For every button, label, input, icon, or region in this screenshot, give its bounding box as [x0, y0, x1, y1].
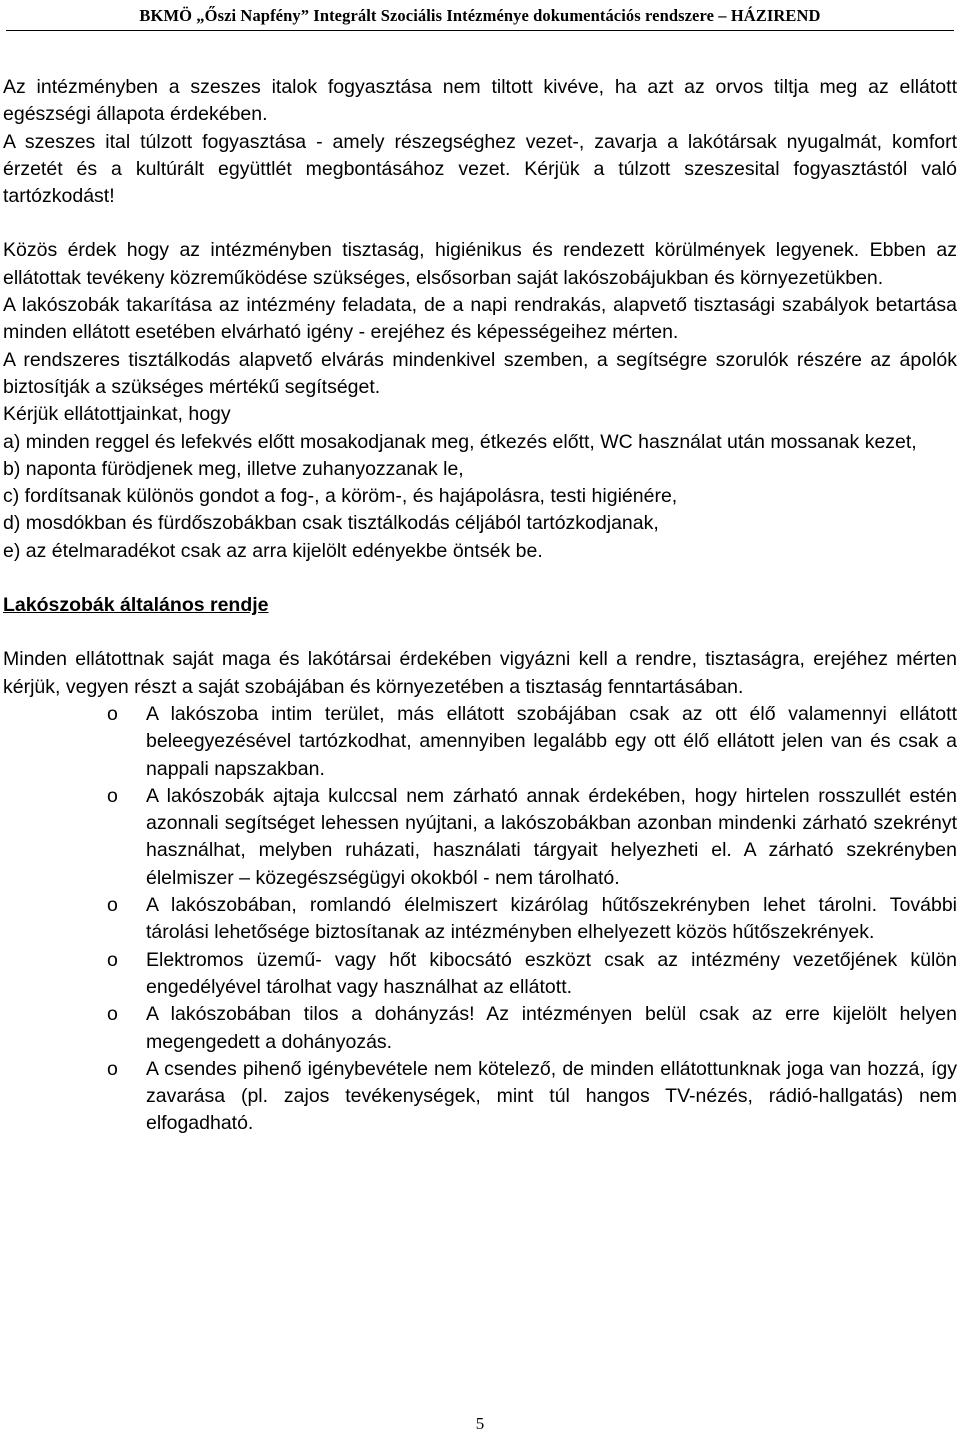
paragraph-cleanliness: Közös érdek hogy az intézményben tisztaság, higiénikus és rendezett körülmények legyenek. Ebben az ellátottak tevékeny közreműködése szükséges, elsősorban saját lakószobájukban és környezetükben. [3, 239, 957, 289]
document-header: BKMÖ „Őszi Napfény” Integrált Szociális Intézménye dokumentációs rendszere – HÁZIREND [139, 6, 821, 25]
page-number: 5 [475, 1414, 485, 1433]
room-rule-item [3, 783, 957, 892]
room-rules-list [3, 701, 957, 1138]
room-rule-text: A lakószobában, romlandó élelmiszert kizárólag hűtőszekrényben lehet tárolni. További tárolási lehetősége biztosítanak az intézményben elhelyezett közös hűtőszekrények. [146, 894, 957, 944]
bullet-marker: o [107, 702, 118, 725]
room-rule-text: A lakószobában tilos a dohányzás! Az intézményen belül csak az erre kijelölt helyen megengedett a dohányozás. [146, 1003, 957, 1053]
bullet-marker: o [107, 894, 118, 917]
paragraph-alcohol-excess: A szeszes ital túlzott fogyasztása - amely részegséghez vezet-, zavarja a lakótársak nyugalmát, komfort érzetét és a kultúrált együttlét megbontásához vezet. Kérjük a túlzott szeszesital fogyasztástól való tartózkodást! [3, 130, 957, 208]
room-rule-item [3, 701, 957, 783]
room-rule-item [3, 947, 957, 1002]
hygiene-item: a) minden reggel és lefekvés előtt mosakodjanak meg, étkezés előtt, WC használat után mossanak kezet, [3, 430, 917, 453]
section-title: Lakószobák általános rendje [3, 594, 269, 617]
room-rule-item [3, 1056, 957, 1138]
room-rule-item [3, 892, 957, 947]
room-rule-text: A lakószobák ajtaja kulccsal nem zárható annak érdekében, hogy hirtelen rosszullét estén azonnali segítséget lehessen nyújtani, a lakószobákban azonban mindenki zárható szekrényt használhat, melyben ruházati, használati tárgyait helyezheti el. A zárható szekrényben élelmiszer – közegészségügyi okokból - nem tárolható. [146, 784, 957, 889]
hygiene-item: c) fordítsanak különös gondot a fog-, a köröm-, és hajápolásra, testi higiénére, [3, 485, 678, 508]
section-intro: Minden ellátottnak saját maga és lakótársai érdekében vigyázni kell a rendre, tisztaságra, erejéhez mérten kérjük, vegyen részt a saját szobájában és környezetében a tisztaság fenntartásában. [3, 648, 957, 698]
paragraph-personal-hygiene: A rendszeres tisztálkodás alapvető elvárás mindenkivel szemben, a segítségre szorulók részére az ápolók biztosítják a szükséges mértékű segítséget. [3, 348, 957, 398]
header-divider [6, 30, 954, 31]
paragraph-request-intro: Kérjük ellátottjainkat, hogy [3, 403, 231, 426]
bullet-marker: o [107, 1057, 118, 1080]
bullet-marker: o [107, 1003, 118, 1026]
room-rule-item [3, 1001, 957, 1056]
hygiene-item: b) naponta fürödjenek meg, illetve zuhanyozzanak le, [3, 457, 464, 480]
hygiene-item: e) az ételmaradékot csak az arra kijelölt edényekbe öntsék be. [3, 539, 543, 562]
room-rule-text: A lakószoba intim terület, más ellátott szobájában csak az ott élő valamennyi ellátott beleegyezésével tartózkodhat, amennyiben legalább egy ott élő ellátott jelen van és csak a nappali napszakban. [146, 702, 957, 780]
paragraph-room-cleaning: A lakószobák takarítása az intézmény feladata, de a napi rendrakás, alapvető tisztasági szabályok betartása minden ellátott esetében elvárható igény - erejéhez és képességeihez mérten. [3, 294, 957, 344]
paragraph-alcohol-allowed: Az intézményben a szeszes italok fogyasztása nem tiltott kivéve, ha azt az orvos tiltja meg az ellátott egészségi állapota érdekében. [3, 76, 957, 126]
room-rule-text: Elektromos üzemű- vagy hőt kibocsátó eszközt csak az intézmény vezetőjének külön engedélyével tárolhat vagy használhat az ellátott. [146, 948, 957, 998]
document-body [3, 74, 957, 1138]
room-rule-text: A csendes pihenő igénybevétele nem kötelező, de minden ellátottunknak joga van hozzá, így zavarása (pl. zajos tevékenységek, mint túl hangos TV-nézés, rádió-hallgatás) nem elfogadható. [146, 1057, 957, 1135]
bullet-marker: o [107, 948, 118, 971]
hygiene-list [3, 429, 957, 565]
hygiene-item: d) mosdókban és fürdőszobákban csak tisztálkodás céljából tartózkodjanak, [3, 512, 659, 535]
bullet-marker: o [107, 784, 118, 807]
